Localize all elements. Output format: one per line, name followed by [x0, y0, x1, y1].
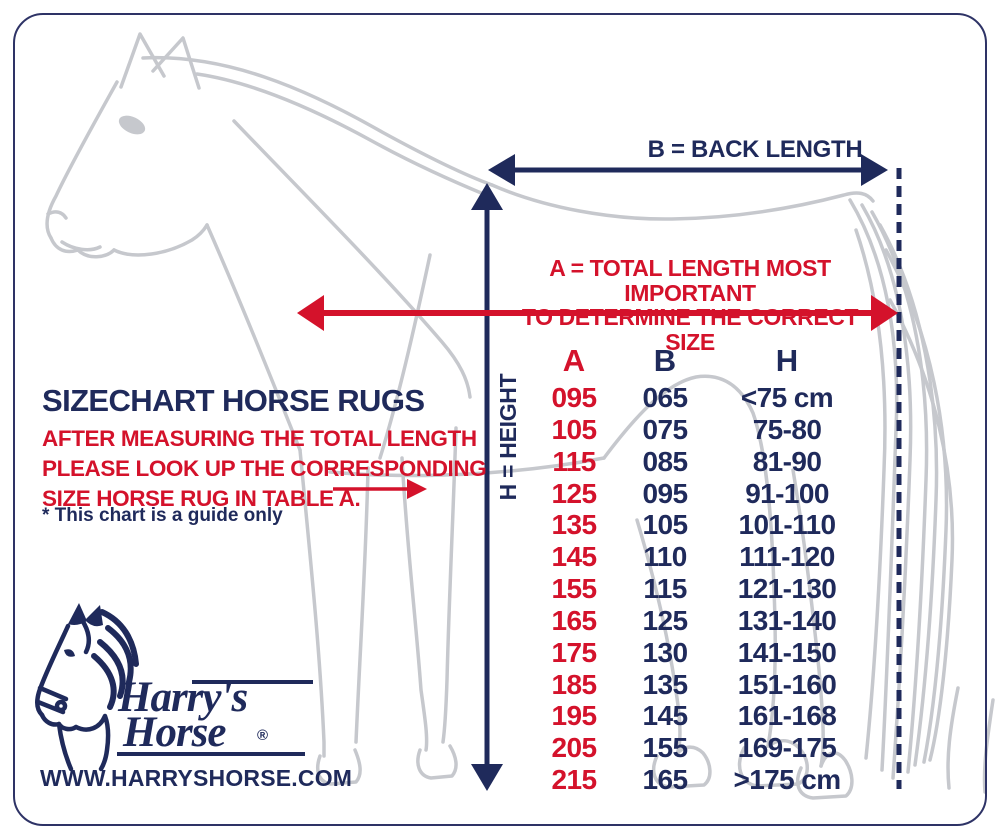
- size-a-value: 145: [551, 541, 597, 573]
- size-b-value: 115: [643, 573, 687, 605]
- size-b-value: 095: [642, 477, 688, 509]
- size-table: [540, 340, 852, 796]
- table-row: [540, 414, 852, 446]
- instruction-line3: SIZE HORSE RUG IN TABLE A.: [42, 486, 361, 511]
- brand-name-line1: Harry's: [118, 674, 248, 721]
- size-h-value: 75-80: [752, 413, 822, 445]
- size-b-value: 135: [642, 668, 688, 700]
- size-b-value: 155: [642, 732, 688, 764]
- size-h-value: <75 cm: [740, 382, 834, 413]
- table-row: [540, 382, 852, 414]
- size-a-value: 185: [551, 668, 597, 700]
- a-arrow-label-line1: A = TOTAL LENGTH MOST IMPORTANT: [549, 255, 831, 306]
- h-arrow-label: H = HEIGHT: [495, 373, 521, 501]
- instruction-line1: AFTER MEASURING THE TOTAL LENGTH: [42, 426, 477, 451]
- size-a-value: 095: [551, 382, 597, 413]
- column-header-a: A: [562, 343, 586, 378]
- table-row: [540, 732, 852, 764]
- instruction-line2: PLEASE LOOK UP THE CORRESPONDING: [42, 456, 487, 481]
- size-h-value: >175 cm: [733, 764, 841, 796]
- size-b-value: 065: [642, 382, 688, 413]
- size-b-value: 165: [642, 764, 688, 796]
- horse-eye-icon: [116, 112, 148, 138]
- size-b-value: 075: [642, 413, 688, 445]
- b-arrow-label: B = BACK LENGTH: [647, 136, 863, 163]
- table-row: [540, 478, 852, 510]
- size-h-value: 161-168: [737, 700, 837, 732]
- size-b-value: 110: [643, 541, 687, 573]
- size-b-value: 085: [642, 445, 688, 477]
- size-a-value: 135: [551, 509, 597, 541]
- size-a-value: 175: [551, 636, 597, 668]
- size-h-value: 141-150: [737, 636, 837, 668]
- table-row: [540, 605, 852, 637]
- a-arrow-label-line2: TO DETERMINE THE CORRECT SIZE: [521, 304, 859, 355]
- table-row: [540, 573, 852, 605]
- size-a-value: 125: [551, 477, 597, 509]
- size-a-value: 105: [551, 413, 597, 445]
- table-row: [540, 669, 852, 701]
- column-header-h: H: [775, 343, 799, 378]
- table-row: [540, 637, 852, 669]
- size-a-value: 115: [552, 445, 596, 477]
- website-url: WWW.HARRYSHORSE.COM: [40, 765, 353, 791]
- size-a-value: 215: [551, 764, 597, 796]
- table-row: [540, 764, 852, 796]
- page-title: SIZECHART HORSE RUGS: [42, 383, 425, 418]
- table-row: [540, 700, 852, 732]
- size-b-value: 145: [642, 700, 688, 732]
- size-a-value: 205: [551, 732, 597, 764]
- size-h-value: 121-130: [737, 573, 837, 605]
- column-header-b: B: [653, 343, 677, 378]
- size-a-value: 165: [551, 604, 597, 636]
- size-a-value: 155: [551, 573, 597, 605]
- instructions-text: [42, 424, 486, 514]
- size-b-value: 125: [642, 604, 688, 636]
- size-a-value: 195: [551, 700, 597, 732]
- brand-name-line2: Horse: [123, 709, 226, 756]
- size-table-header: [540, 340, 852, 382]
- size-h-value: 101-110: [738, 509, 836, 541]
- registered-trademark-symbol: ®: [257, 727, 269, 744]
- table-row: [540, 446, 852, 478]
- size-h-value: 169-175: [737, 732, 837, 764]
- size-b-value: 105: [642, 509, 688, 541]
- size-h-value: 151-160: [737, 668, 837, 700]
- size-h-value: 91-100: [745, 477, 829, 509]
- size-h-value: 81-90: [752, 445, 822, 477]
- size-h-value: 131-140: [737, 604, 837, 636]
- table-row: [540, 541, 852, 573]
- size-h-value: 111-120: [739, 541, 835, 573]
- size-b-value: 130: [642, 636, 688, 668]
- guide-note: * This chart is a guide only: [42, 505, 283, 526]
- table-row: [540, 509, 852, 541]
